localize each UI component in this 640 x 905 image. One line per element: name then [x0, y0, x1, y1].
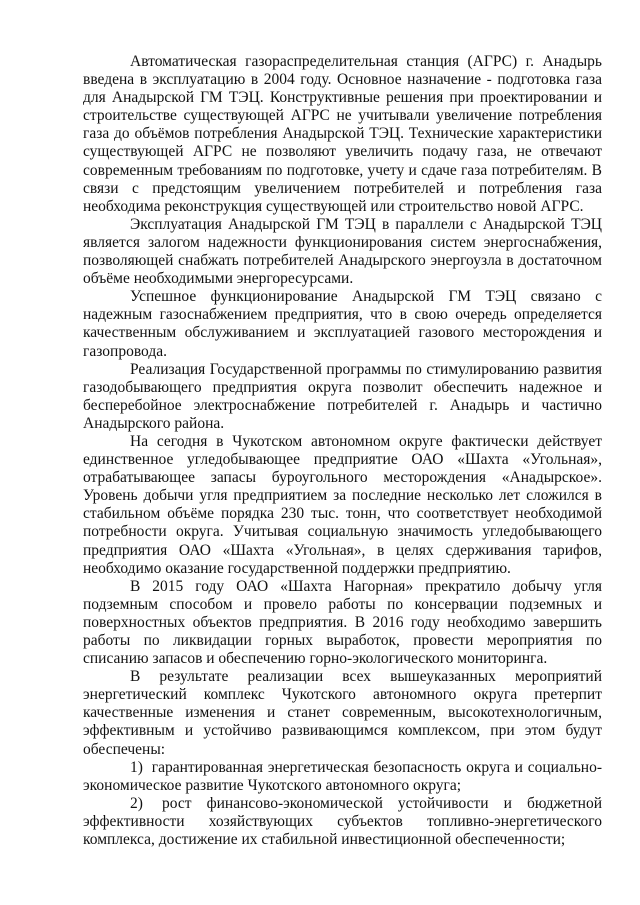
- list-item-number: 1): [130, 758, 143, 776]
- document-page: [83, 53, 602, 849]
- list-item-text: гарантированная энергетическая безопасность округа и социально-экономическое развитие Чукотского автономного округа;: [83, 758, 603, 794]
- list-item-text: рост финансово-экономической устойчивости и бюджетной эффективности хозяйствующих субъектов топливно-энергетического комплекса, достижение их стабильной инвестиционной обеспеченности;: [83, 794, 603, 849]
- paragraph-results: В результате реализации всех вышеуказанных мероприятий энергетический комплекс Чукотского автономного округа претерпит качественные изменения и станет современным, высокотехнологичным, эффективным и устойчиво развивающимся комплексом, при этом будут обеспечены:: [83, 668, 602, 758]
- list-item: [83, 759, 602, 795]
- paragraph-mine-closure: В 2015 году ОАО «Шахта Нагорная» прекратило добычу угля подземным способом и провело работы по консервации подземных и поверхностных объектов предприятия. В 2016 году необходимо завершить работы по ликвидации горных выработок, провести мероприятия по списанию запасов и обеспечению горно-экологического мониторинга.: [83, 577, 602, 668]
- list-item-number: 2): [130, 794, 143, 812]
- paragraph-state-program: Реализация Государственной программы по стимулированию развития газодобывающего предприятия округа позволит обеспечить надежное и бесперебойное электроснабжение потребителей г. Анадырь и частично Анадырского района.: [83, 360, 602, 432]
- paragraph-coal-mining: На сегодня в Чукотском автономном округе фактически действует единственное угледобывающее предприятие ОАО «Шахта «Угольная», отрабатывающее запасы буроугольного месторождения «Анадырское». Уровень добычи угля предприятием за последние несколько лет сложился в стабильном объёме порядка 230 тыс. тонн, что соответствует необходимой потребности округа. Учитывая социальную значимость угледобывающего предприятия ОАО «Шахта «Угольная», в целях сдерживания тарифов, необходимо оказание государственной поддержки предприятию.: [83, 432, 602, 577]
- paragraph-agrs: Автоматическая газораспределительная станция (АГРС) г. Анадырь введена в эксплуатацию в 2004 году. Основное назначение - подготовка газа для Анадырской ГМ ТЭЦ. Конструктивные решения при проектировании и строительстве существующей АГРС не учитывали увеличение потребления газа до объёмов потребления Анадырской ТЭЦ. Технические характеристики существующей АГРС не позволяют увеличить подачу газа, не отвечают современным требованиям по подготовке, учету и сдаче газа потребителям. В связи с предстоящим увеличением потребителей и потребления газа необходима реконструкция существующей или строительство новой АГРС.: [83, 53, 602, 215]
- list-item: [83, 795, 602, 849]
- paragraph-gm-tec-operation: Эксплуатация Анадырской ГМ ТЭЦ в параллели с Анадырской ТЭЦ является залогом надежности функционирования систем энергоснабжения, позволяющей снабжать потребителей Анадырского энергоузла в достаточном объёме необходимыми энергоресурсами.: [83, 215, 602, 288]
- paragraph-gas-supply: Успешное функционирование Анадырской ГМ ТЭЦ связано с надежным газоснабжением предприятия, что в свою очередь определяется качественным обслуживанием и эксплуатацией газового месторождения и газопровода.: [83, 288, 602, 360]
